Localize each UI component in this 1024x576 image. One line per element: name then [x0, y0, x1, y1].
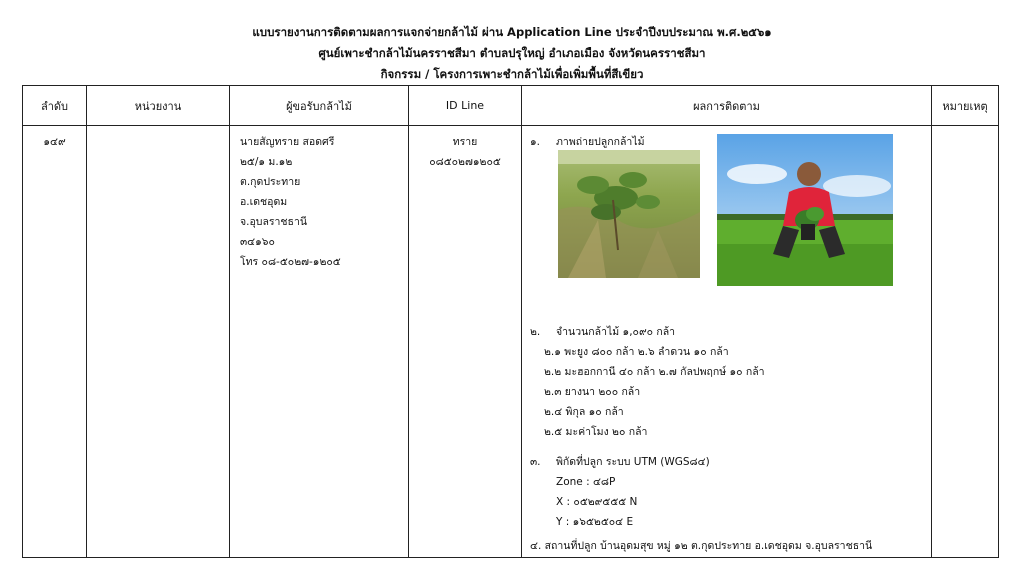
cell-id-line	[409, 126, 522, 558]
recipient-address-district: อ.เดชอุดม	[240, 196, 288, 208]
line-id-number: ๐๘๕๐๒๗๑๒๐๕	[429, 156, 501, 168]
table-header-row	[23, 86, 999, 126]
photo-area	[530, 152, 930, 322]
recipient-address-province: จ.อุบลราชธานี	[240, 216, 308, 228]
cell-recipient	[230, 126, 409, 558]
species-line: ๒.๒ มะฮอกกานี ๔๐ กล้า ๒.๗ กัลปพฤกษ์ ๑๐ กล้า	[544, 366, 765, 378]
result-planting-location: ๔. สถานที่ปลูก บ้านอุดมสุข หมู่ ๑๒ ต.กุดประทาย อ.เดชอุดม จ.อุบลราชธานี	[530, 540, 873, 552]
col-header-agency: หน่วยงาน	[87, 86, 230, 126]
recipient-address-subdistrict: ต.กุดประทาย	[240, 176, 301, 188]
result-section1-label: ภาพถ่ายปลูกกล้าไม้	[556, 136, 645, 148]
report-title: แบบรายงานการติดตามผลการแจกจ่ายกล้าไม้ ผ่าน Application Line ประจำปีงบประมาณ พ.ศ.๒๕๖๑	[252, 25, 772, 39]
report-header	[0, 22, 1024, 85]
utm-zone: Zone : ๔๘P	[556, 476, 616, 488]
utm-y: Y : ๑๖๕๒๕๐๔ E	[556, 516, 634, 528]
recipient-postcode: ๓๔๑๖๐	[240, 236, 275, 248]
cell-result	[522, 126, 932, 558]
recipient-name: นายสัญทราย สอดศรี	[240, 136, 335, 148]
recipient-address-house: ๒๕/๑ ม.๑๒	[240, 156, 293, 168]
cell-agency	[87, 126, 230, 558]
col-header-recipient: ผู้ขอรับกล้าไม้	[230, 86, 409, 126]
result-section2-total: จำนวนกล้าไม้ ๑,๐๙๐ กล้า	[556, 326, 676, 338]
col-header-seq: ลำดับ	[23, 86, 87, 126]
result-section2-number: ๒.	[530, 326, 541, 338]
species-line: ๒.๓ ยางนา ๒๐๐ กล้า	[544, 386, 641, 398]
planter-photo	[717, 134, 893, 286]
species-line: ๒.๕ มะค่าโมง ๒๐ กล้า	[544, 426, 648, 438]
species-line: ๒.๔ พิกุล ๑๐ กล้า	[544, 406, 624, 418]
report-subtitle-activity: กิจกรรม / โครงการเพาะชำกล้าไม้เพื่อเพิ่มพื้นที่สีเขียว	[380, 67, 644, 81]
table-row	[23, 126, 999, 558]
result-coordinates-title	[530, 452, 930, 472]
col-header-result: ผลการติดตาม	[522, 86, 932, 126]
report-table	[22, 85, 999, 558]
utm-x: X : ๐๕๒๙๕๕๕ N	[556, 496, 638, 508]
line-id-name: ทราย	[452, 136, 478, 148]
col-header-id-line: ID Line	[409, 86, 522, 126]
result-section3-label: พิกัดที่ปลูก ระบบ UTM (WGS๘๔)	[556, 456, 710, 468]
result-seedling-count	[530, 322, 930, 342]
col-header-remark: หมายเหตุ	[932, 86, 999, 126]
report-subtitle-center: ศูนย์เพาะชำกล้าไม้นครราชสีมา ตำบลปรุใหญ่ อำเภอเมือง จังหวัดนครราชสีมา	[318, 46, 706, 60]
result-section1-number: ๑.	[530, 136, 541, 148]
recipient-phone: โทร ๐๘-๕๐๒๗-๑๒๐๕	[240, 256, 341, 268]
species-line: ๒.๑ พะยูง ๘๐๐ กล้า ๒.๖ ลำดวน ๑๐ กล้า	[544, 346, 729, 358]
cell-seq: ๑๔๙	[23, 126, 87, 558]
seedling-photo	[558, 150, 700, 278]
result-section3-number: ๓.	[530, 456, 541, 468]
cell-remark	[932, 126, 999, 558]
